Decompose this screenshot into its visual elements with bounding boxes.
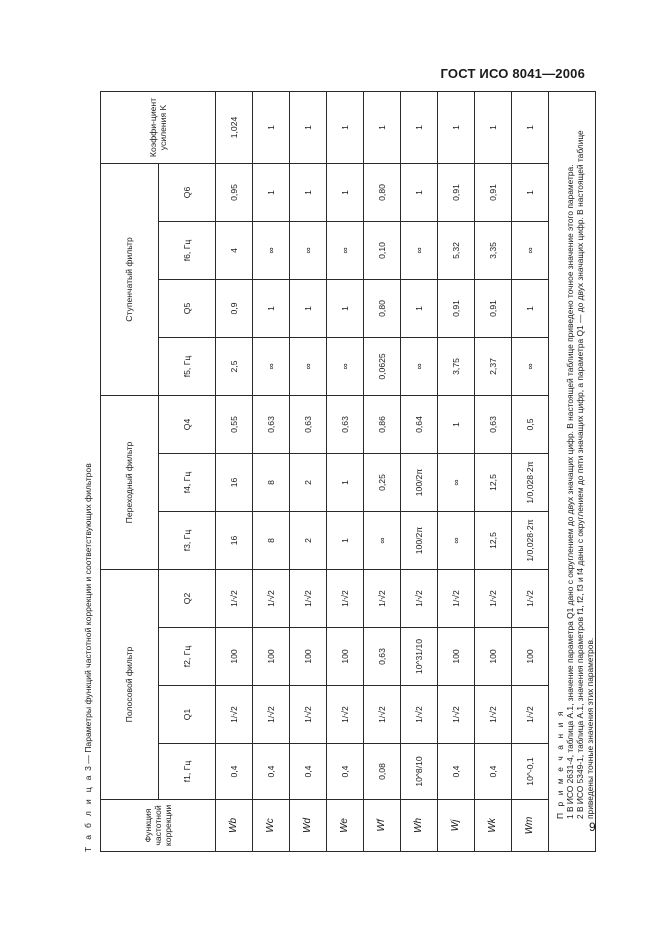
cell-func: Wh (401, 800, 438, 852)
cell-Q2: 1/√2 (401, 570, 438, 628)
table-row (327, 91, 364, 851)
cell-Q1: 1/√2 (253, 686, 290, 744)
cell-f5: ∞ (401, 337, 438, 395)
cell-func: Wk (475, 800, 512, 852)
table-caption (76, 92, 100, 852)
col-header-f5: f5, Гц (159, 337, 216, 395)
cell-Q4: 0,63 (253, 395, 290, 453)
col-header-f4: f4, Гц (159, 454, 216, 512)
cell-f4: 12,5 (475, 454, 512, 512)
cell-Q2: 1/√2 (438, 570, 475, 628)
cell-f3: 2 (290, 512, 327, 570)
page-number: 9 (589, 820, 596, 834)
cell-K: 1 (364, 91, 401, 163)
cell-f1: 0,4 (327, 744, 364, 800)
cell-f2: 100 (327, 628, 364, 686)
cell-f1: 0,4 (438, 744, 475, 800)
cell-K: 1 (438, 91, 475, 163)
cell-f6: 3,35 (475, 221, 512, 279)
table-row (364, 91, 401, 851)
cell-Q5: 1 (512, 279, 549, 337)
cell-Q4: 0,63 (475, 395, 512, 453)
cell-f4: 16 (216, 454, 253, 512)
cell-f2: 100 (475, 628, 512, 686)
cell-func: Wf (364, 800, 401, 852)
cell-Q6: 1 (327, 163, 364, 221)
cell-f2: 0,63 (364, 628, 401, 686)
cell-Q1: 1/√2 (364, 686, 401, 744)
header-row-columns (159, 91, 216, 851)
cell-K: 1 (512, 91, 549, 163)
parameters-table (100, 91, 596, 852)
cell-Q4: 0,64 (401, 395, 438, 453)
cell-Q6: 1 (253, 163, 290, 221)
cell-func: Wb (216, 800, 253, 852)
col-header-Q5: Q5 (159, 279, 216, 337)
cell-Q4: 0,63 (327, 395, 364, 453)
cell-f3: 12,5 (475, 512, 512, 570)
cell-K: 1 (327, 91, 364, 163)
transition-group-header: Переходный фильтр (101, 395, 159, 569)
cell-Q1: 1/√2 (327, 686, 364, 744)
col-header-f3: f3, Гц (159, 512, 216, 570)
cell-Q2: 1/√2 (290, 570, 327, 628)
table-body (216, 91, 549, 851)
table-row (438, 91, 475, 851)
col-header-Q4: Q4 (159, 395, 216, 453)
cell-Q6: 1 (512, 163, 549, 221)
cell-f5: ∞ (327, 337, 364, 395)
cell-f2: 100 (253, 628, 290, 686)
cell-Q2: 1/√2 (512, 570, 549, 628)
step-group-header: Ступенчатый фильтр (101, 163, 159, 395)
cell-f1: 0,4 (475, 744, 512, 800)
cell-Q1: 1/√2 (401, 686, 438, 744)
caption-text: — Параметры функций частотной коррекции и соответствующих фильтров (83, 463, 93, 764)
cell-f1: 0,08 (364, 744, 401, 800)
cell-Q4: 0,63 (290, 395, 327, 453)
cell-f4: 1 (327, 454, 364, 512)
table-row (216, 91, 253, 851)
notes-cell (549, 91, 596, 851)
cell-Q5: 1 (290, 279, 327, 337)
cell-f3: ∞ (438, 512, 475, 570)
cell-f6: ∞ (253, 221, 290, 279)
cell-f1: 0,4 (290, 744, 327, 800)
table-row (401, 91, 438, 851)
note-2: 2 В ИСО 5349-1, таблица А.1, значения параметров f1, f2, f3 и f4 даны с округлением до пяти значащих цифр, а параметра Q1 — до двух значащих цифр. В настоящей таблице приведены точные значения этих параметров. (575, 130, 596, 819)
cell-Q5: 0,9 (216, 279, 253, 337)
cell-f4: ∞ (438, 454, 475, 512)
cell-Q2: 1/√2 (216, 570, 253, 628)
cell-Q4: 0,55 (216, 395, 253, 453)
cell-f1: 10^8/10 (401, 744, 438, 800)
col-header-f1: f1, Гц (159, 744, 216, 800)
cell-Q1: 1/√2 (216, 686, 253, 744)
cell-f1: 0,4 (216, 744, 253, 800)
cell-f6: 4 (216, 221, 253, 279)
col-header-Q6: Q6 (159, 163, 216, 221)
cell-f6: 0,10 (364, 221, 401, 279)
cell-f5: ∞ (290, 337, 327, 395)
cell-K: 1 (401, 91, 438, 163)
notes-row (549, 91, 596, 851)
cell-Q2: 1/√2 (327, 570, 364, 628)
cell-f2: 100 (216, 628, 253, 686)
cell-f5: ∞ (512, 337, 549, 395)
cell-func: Wc (253, 800, 290, 852)
caption-label: Т а б л и ц а (83, 773, 93, 852)
cell-Q6: 0,95 (216, 163, 253, 221)
cell-Q6: 0,80 (364, 163, 401, 221)
cell-f3: ∞ (364, 512, 401, 570)
col-header-Q2: Q2 (159, 570, 216, 628)
cell-Q2: 1/√2 (364, 570, 401, 628)
rotated-table-block (76, 92, 596, 852)
col-header-f6: f6, Гц (159, 221, 216, 279)
cell-Q6: 1 (290, 163, 327, 221)
cell-Q1: 1/√2 (512, 686, 549, 744)
cell-f6: ∞ (327, 221, 364, 279)
cell-f5: ∞ (253, 337, 290, 395)
cell-Q1: 1/√2 (475, 686, 512, 744)
cell-Q5: 0,91 (438, 279, 475, 337)
cell-f4: 100/2π (401, 454, 438, 512)
cell-Q5: 0,80 (364, 279, 401, 337)
cell-func: We (327, 800, 364, 852)
cell-f3: 100/2π (401, 512, 438, 570)
cell-Q2: 1/√2 (253, 570, 290, 628)
table-row (253, 91, 290, 851)
cell-Q5: 0,91 (475, 279, 512, 337)
cell-f2: 100 (438, 628, 475, 686)
cell-f4: 0,25 (364, 454, 401, 512)
cell-K: 1 (290, 91, 327, 163)
cell-Q1: 1/√2 (290, 686, 327, 744)
header-row-groups (101, 91, 159, 851)
cell-f4: 2 (290, 454, 327, 512)
cell-Q5: 1 (401, 279, 438, 337)
standard-header: ГОСТ ИСО 8041—2006 (440, 66, 585, 81)
table-row (290, 91, 327, 851)
cell-f3: 16 (216, 512, 253, 570)
cell-f5: 3,75 (438, 337, 475, 395)
cell-f4: 1/0,028·2π (512, 454, 549, 512)
cell-Q1: 1/√2 (438, 686, 475, 744)
note-1: 1 В ИСО 2631-4, таблица А.1, значение параметра Q1 дано с округлением до двух значащих цифр. В настоящей таблице приведено точное значение этого параметра. (565, 164, 576, 819)
cell-func: Wj (438, 800, 475, 852)
cell-f3: 8 (253, 512, 290, 570)
cell-f1: 10^-0,1 (512, 744, 549, 800)
cell-K: 1 (475, 91, 512, 163)
cell-f3: 1/0,028·2π (512, 512, 549, 570)
cell-f6: ∞ (290, 221, 327, 279)
cell-Q2: 1/√2 (475, 570, 512, 628)
cell-func: Wm (512, 800, 549, 852)
cell-f6: ∞ (401, 221, 438, 279)
cell-f2: 100 (290, 628, 327, 686)
gain-column-header: Коэффи-циент усиления K (101, 91, 216, 163)
cell-f5: 2,37 (475, 337, 512, 395)
cell-Q6: 0,91 (475, 163, 512, 221)
col-header-f2: f2, Гц (159, 628, 216, 686)
cell-Q4: 0,86 (364, 395, 401, 453)
cell-f2: 100 (512, 628, 549, 686)
bandpass-group-header: Полосовой фильтр (101, 570, 159, 800)
cell-f3: 1 (327, 512, 364, 570)
cell-f1: 0,4 (253, 744, 290, 800)
cell-Q6: 1 (401, 163, 438, 221)
cell-Q6: 0,91 (438, 163, 475, 221)
cell-f5: 0,0625 (364, 337, 401, 395)
cell-Q5: 1 (327, 279, 364, 337)
caption-number: 3 (83, 766, 93, 771)
cell-Q4: 1 (438, 395, 475, 453)
cell-f6: ∞ (512, 221, 549, 279)
cell-f6: 5,32 (438, 221, 475, 279)
table-row (512, 91, 549, 851)
cell-func: Wd (290, 800, 327, 852)
cell-f5: 2,5 (216, 337, 253, 395)
cell-K: 1 (253, 91, 290, 163)
cell-f4: 8 (253, 454, 290, 512)
col-header-Q1: Q1 (159, 686, 216, 744)
cell-f2: 10^31/10 (401, 628, 438, 686)
cell-K: 1,024 (216, 91, 253, 163)
cell-Q5: 1 (253, 279, 290, 337)
cell-Q4: 0,5 (512, 395, 549, 453)
func-column-header: Функция частотной коррекции (101, 800, 216, 852)
table-row (475, 91, 512, 851)
notes-title: П р и м е ч а н и я (555, 709, 565, 819)
